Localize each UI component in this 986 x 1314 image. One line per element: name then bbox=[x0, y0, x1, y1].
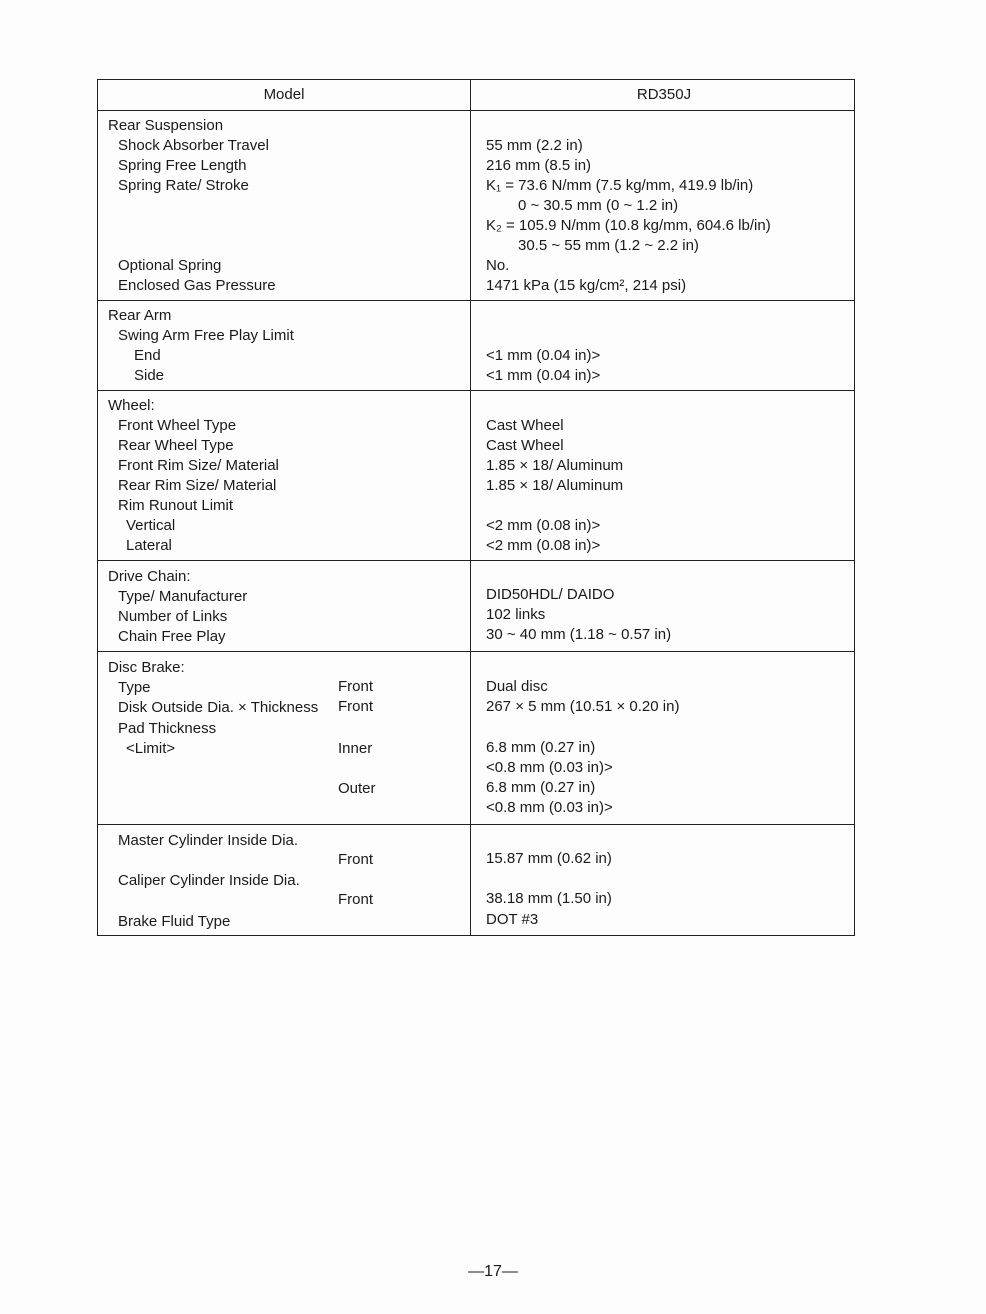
table-header-row bbox=[98, 80, 854, 110]
spec-position: Front bbox=[338, 698, 374, 715]
spec-value: 15.87 mm (0.62 in) bbox=[486, 850, 612, 867]
spec-label: Caliper Cylinder Inside Dia. bbox=[118, 872, 300, 889]
section-title: Disc Brake: bbox=[108, 659, 185, 676]
spec-label: Lateral bbox=[126, 537, 172, 554]
spec-label: Type bbox=[118, 679, 151, 696]
spec-value: K₂ = 105.9 N/mm (10.8 kg/mm, 604.6 lb/in) bbox=[486, 217, 771, 234]
drive-chain-section bbox=[98, 560, 854, 651]
spec-value: 30 ~ 40 mm (1.18 ~ 0.57 in) bbox=[486, 626, 672, 643]
spec-label: <Limit> bbox=[126, 740, 176, 757]
column-divider bbox=[470, 391, 471, 560]
column-divider bbox=[470, 561, 471, 651]
section-title: Rear Suspension bbox=[108, 117, 224, 134]
spec-value: Dual disc bbox=[486, 678, 548, 695]
section-title: Wheel: bbox=[108, 397, 155, 414]
spec-label: Chain Free Play bbox=[118, 628, 226, 645]
spec-value: DOT #3 bbox=[486, 911, 539, 928]
column-divider bbox=[470, 301, 471, 390]
spec-position: Inner bbox=[338, 740, 373, 757]
spec-label: Type/ Manufacturer bbox=[118, 588, 248, 605]
spec-label: Rear Rim Size/ Material bbox=[118, 477, 277, 494]
spec-value: 1471 kPa (15 kg/cm², 214 psi) bbox=[486, 277, 687, 294]
spec-value: 6.8 mm (0.27 in) bbox=[486, 779, 596, 796]
column-divider bbox=[470, 111, 471, 300]
rear-suspension-section bbox=[98, 110, 854, 300]
spec-label: Master Cylinder Inside Dia. bbox=[118, 832, 299, 849]
spec-value: No. bbox=[486, 257, 510, 274]
spec-position: Front bbox=[338, 891, 374, 908]
column-divider bbox=[470, 825, 471, 935]
spec-value: 0 ~ 30.5 mm (0 ~ 1.2 in) bbox=[518, 197, 679, 214]
spec-value: <1 mm (0.04 in)> bbox=[486, 347, 601, 364]
spec-value: <0.8 mm (0.03 in)> bbox=[486, 759, 613, 776]
spec-value: Cast Wheel bbox=[486, 437, 564, 454]
spec-value: <0.8 mm (0.03 in)> bbox=[486, 799, 613, 816]
spec-label: Brake Fluid Type bbox=[118, 913, 231, 930]
spec-position: Front bbox=[338, 851, 374, 868]
model-header: Model bbox=[263, 86, 305, 103]
spec-value: K₁ = 73.6 N/mm (7.5 kg/mm, 419.9 lb/in) bbox=[486, 177, 754, 194]
spec-label: Front Rim Size/ Material bbox=[118, 457, 279, 474]
spec-label: Swing Arm Free Play Limit bbox=[118, 327, 294, 344]
spec-label: Number of Links bbox=[118, 608, 228, 625]
spec-label: Rim Runout Limit bbox=[118, 497, 234, 514]
spec-position: Outer bbox=[338, 780, 376, 797]
spec-value: Cast Wheel bbox=[486, 417, 564, 434]
disc-brake-section bbox=[98, 651, 854, 824]
spec-value: <2 mm (0.08 in)> bbox=[486, 517, 601, 534]
spec-label: Pad Thickness bbox=[118, 720, 217, 737]
spec-value: 38.18 mm (1.50 in) bbox=[486, 890, 612, 907]
spec-value: <1 mm (0.04 in)> bbox=[486, 367, 601, 384]
spec-value: 216 mm (8.5 in) bbox=[486, 157, 592, 174]
brake-cylinder-section bbox=[98, 824, 854, 935]
wheel-section bbox=[98, 390, 854, 560]
spec-value: 55 mm (2.2 in) bbox=[486, 137, 583, 154]
spec-label: End bbox=[134, 347, 161, 364]
model-value-header: RD350J bbox=[636, 86, 692, 103]
spec-value: 267 × 5 mm (10.51 × 0.20 in) bbox=[486, 698, 680, 715]
column-divider bbox=[470, 652, 471, 824]
spec-value: 102 links bbox=[486, 606, 546, 623]
spec-label: Enclosed Gas Pressure bbox=[118, 277, 276, 294]
section-title: Drive Chain: bbox=[108, 568, 191, 585]
spec-position: Front bbox=[338, 678, 374, 695]
spec-value: 1.85 × 18/ Aluminum bbox=[486, 477, 624, 494]
spec-label: Front Wheel Type bbox=[118, 417, 237, 434]
spec-label: Spring Free Length bbox=[118, 157, 247, 174]
section-title: Rear Arm bbox=[108, 307, 172, 324]
spec-label: Side bbox=[134, 367, 165, 384]
spec-value: 30.5 ~ 55 mm (1.2 ~ 2.2 in) bbox=[518, 237, 699, 254]
spec-table bbox=[97, 79, 855, 936]
spec-value: DID50HDL/ DAIDO bbox=[486, 586, 615, 603]
rear-arm-section bbox=[98, 300, 854, 390]
column-divider bbox=[470, 80, 471, 110]
spec-label: Optional Spring bbox=[118, 257, 222, 274]
spec-value: 6.8 mm (0.27 in) bbox=[486, 739, 596, 756]
page-number: —17— bbox=[468, 1263, 518, 1280]
spec-label: Vertical bbox=[126, 517, 176, 534]
spec-label: Rear Wheel Type bbox=[118, 437, 234, 454]
spec-label: Disk Outside Dia. × Thickness bbox=[118, 699, 319, 716]
spec-value: 1.85 × 18/ Aluminum bbox=[486, 457, 624, 474]
spec-label: Shock Absorber Travel bbox=[118, 137, 269, 154]
spec-label: Spring Rate/ Stroke bbox=[118, 177, 249, 194]
spec-value: <2 mm (0.08 in)> bbox=[486, 537, 601, 554]
